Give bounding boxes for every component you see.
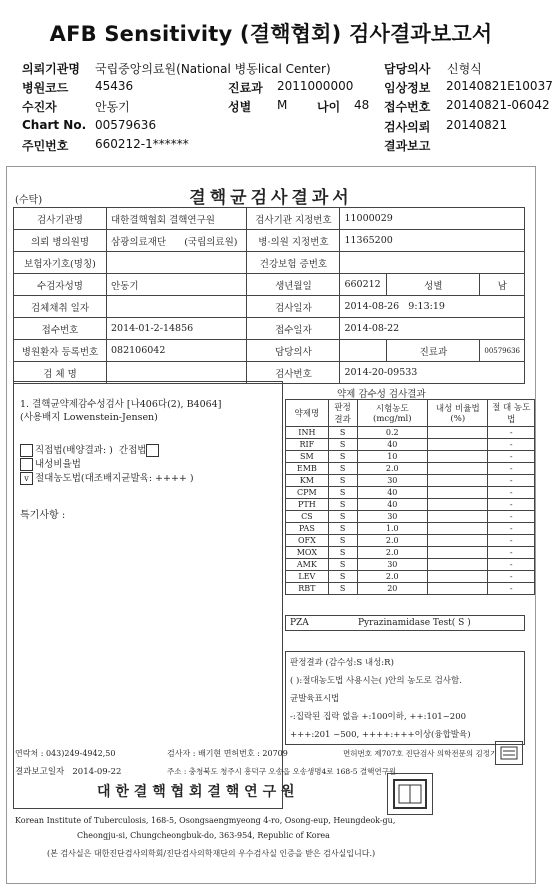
sex-label: 성별 <box>228 100 252 114</box>
drug-cell: - <box>488 463 535 475</box>
drug-cell <box>428 427 488 439</box>
dept-value: 2011000000 <box>277 79 354 93</box>
drug-cell: 40 <box>357 499 428 511</box>
exam-date-value: 2014-08-26 <box>344 301 400 312</box>
drug-cell: 30 <box>357 559 428 571</box>
drug-row <box>286 439 535 451</box>
drug-cell: S <box>328 487 357 499</box>
drug-cell: PAS <box>286 523 329 535</box>
exam-date-label: 검사일자 <box>247 296 340 318</box>
insurance-no-label: 건강보험 증번호 <box>247 252 340 274</box>
result-report-label: 결과보고 <box>384 139 431 153</box>
drug-table-title: 약제 감수성 검사결과 <box>337 389 426 400</box>
drug-cell: S <box>328 559 357 571</box>
drug-cell: 40 <box>357 439 428 451</box>
drug-cell <box>428 499 488 511</box>
legend-box <box>285 651 525 745</box>
drug-row <box>286 523 535 535</box>
drug-cell: - <box>488 523 535 535</box>
hospital-designation-value: 11365200 <box>340 230 525 252</box>
receipt-date-label: 접수일자 <box>247 318 340 340</box>
receipt-no-label: 접수번호 <box>384 100 431 114</box>
drug-cell <box>428 439 488 451</box>
form-dept-label: 진료과 <box>387 340 480 362</box>
drug-cell: 2.0 <box>357 535 428 547</box>
absolute-label: 절대농도법(대조배지균발육: ++++ ) <box>35 473 194 484</box>
legend-line-3: 균발육표시법 <box>290 694 340 704</box>
drug-table-header: 판정 결과 <box>328 400 357 427</box>
reg-label: 병원환자 등록번호 <box>14 340 107 362</box>
report-date-value: 2014-09-22 <box>72 767 122 777</box>
drug-cell: S <box>328 535 357 547</box>
test-institution-label: 검사기관명 <box>14 208 107 230</box>
drug-row <box>286 475 535 487</box>
drug-cell: 0.2 <box>357 427 428 439</box>
drug-row <box>286 427 535 439</box>
indirect-checkbox[interactable] <box>146 444 159 457</box>
proportion-label: 내성비율법 <box>35 459 81 470</box>
form-doctor-value <box>340 340 387 362</box>
org-name: 대 한 결 핵 협 회 결 핵 연 구 원 <box>97 784 295 800</box>
method-proportion <box>20 456 81 471</box>
drug-cell: - <box>488 499 535 511</box>
drug-cell: - <box>488 451 535 463</box>
drug-cell: 20 <box>357 583 428 595</box>
method-direct <box>20 442 161 457</box>
english-address-1: Korean Institute of Tuberculosis, 168-5, Osongsaengmyeong 4-ro, Osong-eup, Heungdeok-gu, <box>15 816 396 825</box>
drug-cell: INH <box>286 427 329 439</box>
drug-cell: RIF <box>286 439 329 451</box>
footer-phone: 연락처 : 043)249-4942,50 <box>15 749 116 758</box>
drug-table-header: 시험농도 (mcg/ml) <box>357 400 428 427</box>
drug-cell: - <box>488 511 535 523</box>
drug-cell: LEV <box>286 571 329 583</box>
receipt-no-value: 20140821-06042 <box>446 98 550 112</box>
clinical-info-label: 임상정보 <box>384 81 431 95</box>
request-value: 20140821 <box>446 118 508 132</box>
drug-cell: - <box>488 571 535 583</box>
drug-cell: 40 <box>357 487 428 499</box>
drug-row <box>286 463 535 475</box>
pza-value: Pyrazinamidase Test( S ) <box>358 618 471 628</box>
drug-cell <box>428 535 488 547</box>
recipient-label: 수진자 <box>22 100 57 114</box>
designation-label: 검사기관 지정번호 <box>247 208 340 230</box>
form-dept-value: 00579636 <box>480 340 525 362</box>
drug-cell: S <box>328 547 357 559</box>
footer-license: 면허번호 제707호 진단검사 의학전문의 김정기 <box>343 749 498 758</box>
drug-susceptibility-table <box>285 399 535 595</box>
chart-value: 00579636 <box>95 118 157 132</box>
form-sex-value: 남 <box>480 274 525 296</box>
drug-row <box>286 535 535 547</box>
test-item-line: 1. 결핵균약제감수성검사 [나406다(2), B4064] <box>20 399 222 410</box>
specimen-label: 검 체 명 <box>14 362 107 384</box>
drug-cell: SM <box>286 451 329 463</box>
report-title: AFB Sensitivity (결핵협회) 검사결과보고서 <box>49 22 493 46</box>
seal-stamp-2 <box>387 773 433 815</box>
direct-label: 직접법(배양결과: ) <box>35 445 113 456</box>
reg-value: 082106042 <box>107 340 247 362</box>
certification-note: (본 검사실은 대한진단검사의학회/진단검사의학재단의 우수검사실 인증을 받은 검사실입니다.) <box>47 849 376 858</box>
clinical-info-value: 20140821E10037 <box>446 79 553 93</box>
insurance-value <box>107 252 247 274</box>
drug-cell: 10 <box>357 451 428 463</box>
hospital-designation-label: 병·의원 지정번호 <box>247 230 340 252</box>
drug-row <box>286 499 535 511</box>
form-doctor-label: 담당의사 <box>247 340 340 362</box>
drug-table-header: 약제명 <box>286 400 329 427</box>
collect-value <box>107 296 247 318</box>
drug-cell <box>428 583 488 595</box>
drug-row <box>286 583 535 595</box>
drug-cell: - <box>488 475 535 487</box>
requesting-institution-label: 의뢰기관명 <box>22 62 80 76</box>
drug-cell: S <box>328 427 357 439</box>
doctor-label: 담당의사 <box>384 62 431 76</box>
form-info-table <box>13 207 525 384</box>
seal-stamp-1 <box>495 741 523 765</box>
drug-cell: 30 <box>357 511 428 523</box>
drug-cell: AMK <box>286 559 329 571</box>
doctor-value: 신형식 <box>447 62 482 76</box>
drug-cell: S <box>328 475 357 487</box>
indirect-label: 간접법 <box>118 445 147 456</box>
legend-line-1: 판정결과 (감수성:S 내성:R) <box>290 658 394 668</box>
absolute-checkbox[interactable]: v <box>20 472 33 485</box>
age-value: 48 <box>354 98 370 112</box>
pza-label: PZA <box>290 618 309 628</box>
insurance-label: 보험자기호(명칭) <box>14 252 107 274</box>
drug-cell: S <box>328 451 357 463</box>
request-institution-label: 의뢰 병의원명 <box>14 230 107 252</box>
hospital-code-label: 병원코드 <box>22 81 69 95</box>
legend-line-5: +++:201 ~500, ++++:+++이상(융합발육) <box>290 730 471 740</box>
report-date-line <box>15 765 121 777</box>
patient-label: 수검자성명 <box>14 274 107 296</box>
dept-label: 진료과 <box>228 81 263 95</box>
drug-cell: RBT <box>286 583 329 595</box>
resident-label: 주민번호 <box>22 139 69 153</box>
drug-cell: 30 <box>357 475 428 487</box>
drug-cell: S <box>328 523 357 535</box>
drug-cell: 2.0 <box>357 463 428 475</box>
drug-table-header: 내성 비율법(%) <box>428 400 488 427</box>
pza-row <box>285 615 525 631</box>
drug-cell: - <box>488 559 535 571</box>
test-method-panel <box>13 381 283 809</box>
drug-cell: S <box>328 499 357 511</box>
exam-time-value: 9:13:19 <box>408 301 445 312</box>
drug-row <box>286 571 535 583</box>
request-institution-note: (국립의료원) <box>184 236 238 248</box>
report-date-label: 결과보고일자 <box>15 767 65 777</box>
resident-value: 660212-1****** <box>95 137 189 151</box>
drug-cell: OFX <box>286 535 329 547</box>
english-address-2: Cheongju-si, Chungcheongbuk-do, 363-954, Republic of Korea <box>77 831 330 840</box>
request-label: 검사의뢰 <box>384 120 431 134</box>
drug-cell: 2.0 <box>357 571 428 583</box>
drug-cell: KM <box>286 475 329 487</box>
footer-examiner: 검사자 : 배기현 면허번호 : 20709 <box>167 749 288 758</box>
legend-line-2: ( ):절대농도법 사용시는( )안의 농도로 검사함. <box>290 676 462 686</box>
medium-line: (사용배지 Lowenstein-Jensen) <box>20 412 158 423</box>
drug-row <box>286 451 535 463</box>
form-sex-label: 성별 <box>387 274 480 296</box>
form-tag: (수탁) <box>15 195 43 206</box>
drug-cell: S <box>328 571 357 583</box>
remarks-label: 특기사항 : <box>20 510 66 521</box>
drug-cell: 2.0 <box>357 547 428 559</box>
hospital-code-value: 45436 <box>95 79 134 93</box>
drug-cell: 1.0 <box>357 523 428 535</box>
method-absolute <box>20 470 194 485</box>
drug-cell: S <box>328 463 357 475</box>
drug-row <box>286 547 535 559</box>
birth-value: 660212 <box>340 274 387 296</box>
receipt-date-value: 2014-08-22 <box>340 318 525 340</box>
age-label: 나이 <box>317 100 341 114</box>
drug-cell <box>428 559 488 571</box>
drug-row <box>286 487 535 499</box>
patient-value: 안동기 <box>107 274 247 296</box>
drug-cell: - <box>488 439 535 451</box>
drug-cell: MOX <box>286 547 329 559</box>
drug-table-header: 절 대 농도법 <box>488 400 535 427</box>
drug-cell: S <box>328 583 357 595</box>
exam-no-value: 2014-20-09533 <box>340 362 525 384</box>
receipt-label: 접수번호 <box>14 318 107 340</box>
drug-cell: CS <box>286 511 329 523</box>
drug-cell <box>428 547 488 559</box>
form-title: 결핵균검사결과서 <box>189 188 353 208</box>
drug-cell: - <box>488 535 535 547</box>
drug-cell <box>428 463 488 475</box>
receipt-value: 2014-01-2-14856 <box>107 318 247 340</box>
drug-cell <box>428 451 488 463</box>
drug-cell: CPM <box>286 487 329 499</box>
drug-cell: - <box>488 583 535 595</box>
chart-label: Chart No. <box>22 118 87 132</box>
drug-cell: - <box>488 547 535 559</box>
drug-cell: - <box>488 427 535 439</box>
request-institution-value: 삼광의료재단 <box>111 236 167 248</box>
requesting-institution-value: 국립중앙의료원(National 병동lical Center) <box>95 62 331 76</box>
drug-row <box>286 559 535 571</box>
collect-label: 검체채취 일자 <box>14 296 107 318</box>
exam-no-label: 검사번호 <box>247 362 340 384</box>
test-institution-value: 대한결핵협회 결핵연구원 <box>107 208 247 230</box>
drug-cell <box>428 571 488 583</box>
legend-line-4: -:집락된 집락 없음 +:100이하, ++:101~200 <box>290 712 467 722</box>
drug-cell: PTH <box>286 499 329 511</box>
drug-cell <box>428 511 488 523</box>
drug-cell <box>428 487 488 499</box>
drug-cell: - <box>488 487 535 499</box>
drug-cell <box>428 475 488 487</box>
drug-cell: S <box>328 511 357 523</box>
footer-address: 주소 : 충청북도 청주시 흥덕구 오송읍 오송생명4로 168-5 결핵연구원 <box>167 767 397 776</box>
drug-row <box>286 511 535 523</box>
drug-cell <box>428 523 488 535</box>
birth-label: 생년월일 <box>247 274 340 296</box>
insurance-no-value <box>340 252 525 274</box>
sex-value: M <box>277 98 288 112</box>
drug-cell: EMB <box>286 463 329 475</box>
recipient-value: 안동기 <box>95 100 130 114</box>
designation-value: 11000029 <box>340 208 525 230</box>
drug-cell: S <box>328 439 357 451</box>
scanned-result-form <box>6 166 536 884</box>
